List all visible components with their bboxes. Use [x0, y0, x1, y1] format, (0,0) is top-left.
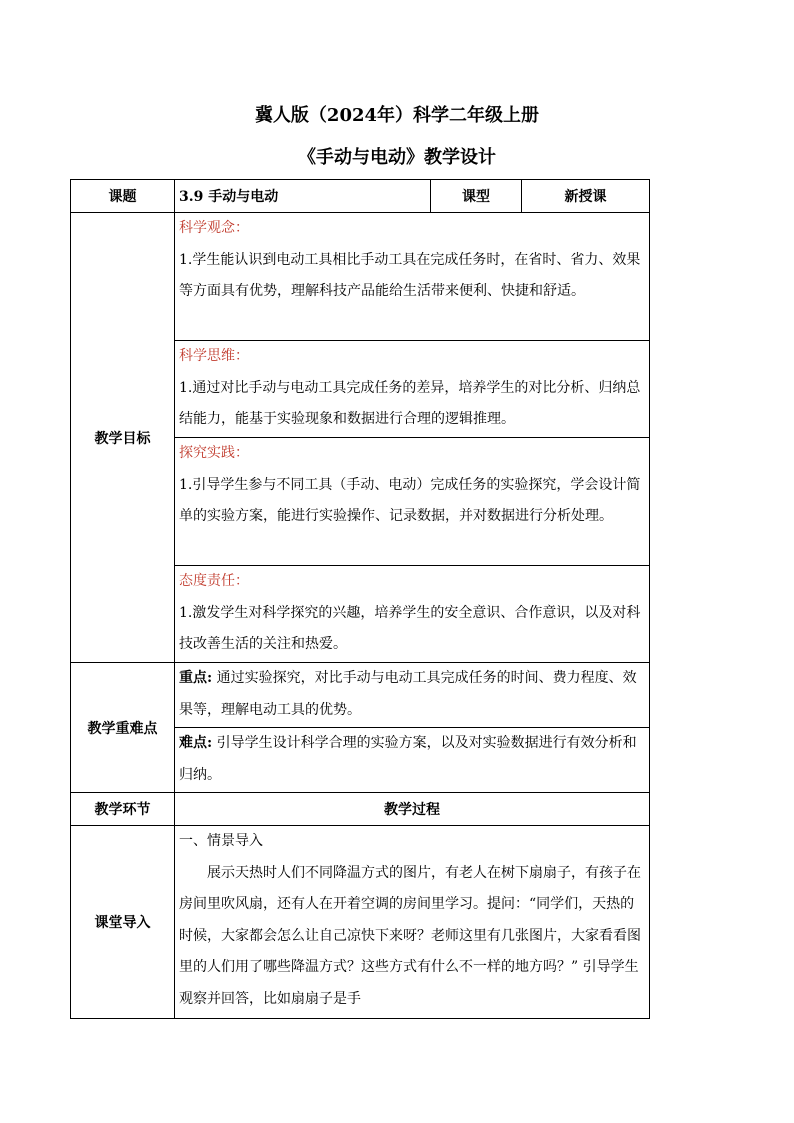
stage-header: 教学环节: [71, 793, 175, 826]
objective-concept: [175, 213, 650, 341]
objectives-label: 教学目标: [71, 213, 175, 663]
objective-heading: 科学思维：: [179, 348, 249, 364]
difficult-point-text: 引导学生设计科学合理的实验方案，以及对实验数据进行有效分析和归纳。: [179, 735, 637, 783]
intro-row: [71, 826, 650, 1019]
objective-thinking: [175, 341, 650, 438]
topic-value: 3.9 手动与电动: [175, 180, 431, 213]
objective-heading: 态度责任：: [179, 573, 249, 589]
key-point-text: 通过实验探究，对比手动与电动工具完成任务的时间、费力程度、效果等，理解电动工具的优势。: [179, 670, 637, 718]
intro-text: 展示天热时人们不同降温方式的图片，有老人在树下扇扇子，有孩子在房间里吹风扇，还有人在开着空调的房间里学习。提问：“同学们，天热的时候，大家都会怎么让自己凉快下来呀？老师这里有几张图片，大家看看图里的人们用了哪些降温方式？这些方式有什么不一样的地方吗？” 引导学生观察并回答，比如扇扇子是手: [179, 864, 641, 1007]
topic-label: 课题: [71, 180, 175, 213]
keypoint-row: [71, 663, 650, 728]
difficult-point: [175, 728, 650, 793]
type-value: 新授课: [522, 180, 650, 213]
objective-text: 1.通过对比手动与电动工具完成任务的差异，培养学生的对比分析、归纳总结能力，能基于实验现象和数据进行合理的逻辑推理。: [179, 379, 641, 427]
objective-text: 1.引导学生参与不同工具（手动、电动）完成任务的实验探究，学会设计简单的实验方案，能进行实验操作、记录数据，并对数据进行分析处理。: [179, 476, 641, 524]
type-label: 课型: [431, 180, 522, 213]
process-header: 教学过程: [175, 793, 650, 826]
objective-text: 1.学生能认识到电动工具相比手动工具在完成任务时，在省时、省力、效果等方面具有优势，理解科技产品能给生活带来便利、快捷和舒适。: [179, 251, 641, 299]
keypoints-label: 教学重难点: [71, 663, 175, 793]
intro-content: [175, 826, 650, 1019]
objective-heading: 科学观念：: [179, 220, 249, 236]
process-header-row: [71, 793, 650, 826]
objective-practice: [175, 438, 650, 566]
objective-text: 1.激发学生对科学探究的兴趣，培养学生的安全意识、合作意识，以及对科技改善生活的关注和热爱。: [179, 604, 641, 652]
objective-heading: 探究实践：: [179, 445, 249, 461]
document-title: 冀人版（2024年）科学二年级上册: [254, 105, 540, 126]
topic-row: [71, 180, 650, 213]
lesson-plan-table: [70, 179, 650, 1019]
intro-heading: 一、情景导入: [179, 833, 263, 849]
key-point-label: 重点:: [179, 670, 213, 686]
objective-attitude: [175, 566, 650, 663]
objective-row-concept: [71, 213, 650, 341]
difficult-point-label: 难点:: [179, 735, 213, 751]
lesson-title: 《手动与电动》教学设计: [298, 147, 496, 168]
key-point: [175, 663, 650, 728]
intro-label: 课堂导入: [71, 826, 175, 1019]
